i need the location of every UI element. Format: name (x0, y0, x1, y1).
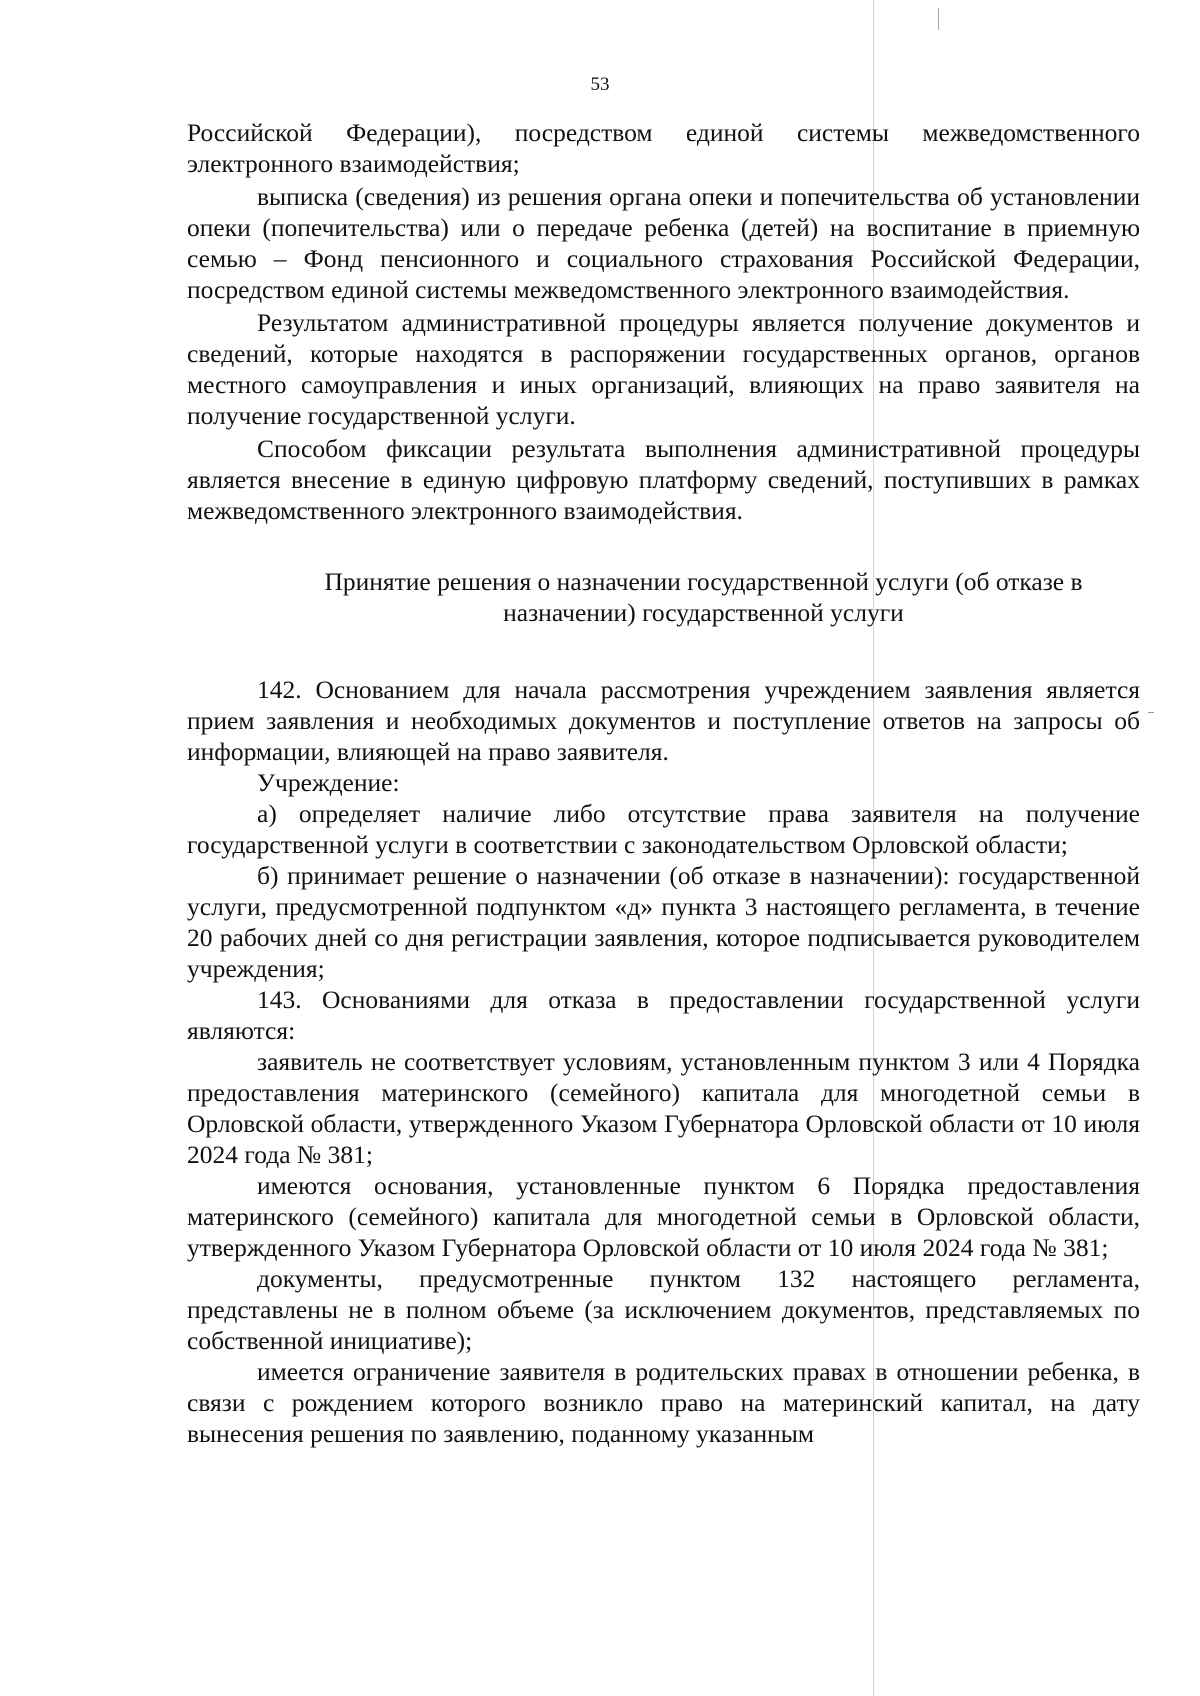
subclause-a: а) определяет наличие либо отсутствие права заявителя на получение государственной услуги в соответствии с законодательством Орловской области; (187, 799, 1140, 859)
scan-mark (938, 8, 939, 30)
document-body (187, 117, 1140, 1449)
section-heading: Принятие решения о назначении государственной услуги (об отказе в назначении) государственной услуги (324, 567, 1083, 627)
institution-label: Учреждение: (257, 768, 400, 797)
paragraph-extract: выписка (сведения) из решения органа опеки и попечительства об установлении опеки (попечительства) или о передаче ребенка (детей) на воспитание в приемную семью – Фонд пенсионного и социального страхования Российской Федерации, посредством единой системы межведомственного электронного взаимодействия. (187, 182, 1140, 304)
scan-dash (1148, 712, 1154, 713)
refusal-ground-1: заявитель не соответствует условиям, установленным пунктом 3 или 4 Порядка предоставления материнского (семейного) капитала для многодетной семьи в Орловской области, утвержденного Указом Губернатора Орловской области от 10 июля 2024 года № 381; (187, 1047, 1140, 1169)
paragraph-continued: Российской Федерации), посредством единой системы межведомственного электронного взаимодействия; (187, 118, 1140, 178)
subclause-b: б) принимает решение о назначении (об отказе в назначении): государственной услуги, предусмотренной подпунктом «д» пункта 3 настоящего регламента, в течение 20 рабочих дней со дня регистрации заявления, которое подписывается руководителем учреждения; (187, 861, 1140, 983)
clause-142: 142. Основанием для начала рассмотрения учреждением заявления является прием заявления и необходимых документов и поступление ответов на запросы об информации, влияющей на право заявителя. (187, 675, 1140, 766)
refusal-ground-2: имеются основания, установленные пунктом 6 Порядка предоставления материнского (семейного) капитала для многодетной семьи в Орловской области, утвержденного Указом Губернатора Орловской области от 10 июля 2024 года № 381; (187, 1171, 1140, 1262)
clause-143: 143. Основаниями для отказа в предоставлении государственной услуги являются: (187, 985, 1140, 1045)
paragraph-result: Результатом административной процедуры является получение документов и сведений, которые находятся в распоряжении государственных органов, органов местного самоуправления и иных организаций, влияющих на право заявителя на получение государственной услуги. (187, 308, 1140, 430)
refusal-ground-3: документы, предусмотренные пунктом 132 настоящего регламента, представлены не в полном объеме (за исключением документов, представляемых по собственной инициативе); (187, 1264, 1140, 1355)
paragraph-fixation: Способом фиксации результата выполнения административной процедуры является внесение в единую цифровую платформу сведений, поступивших в рамках межведомственного электронного взаимодействия. (187, 434, 1140, 525)
page-number: 53 (590, 74, 610, 95)
refusal-ground-4: имеется ограничение заявителя в родительских правах в отношении ребенка, в связи с рождением которого возникло право на материнский капитал, на дату вынесения решения по заявлению, поданному указанным (187, 1357, 1140, 1448)
